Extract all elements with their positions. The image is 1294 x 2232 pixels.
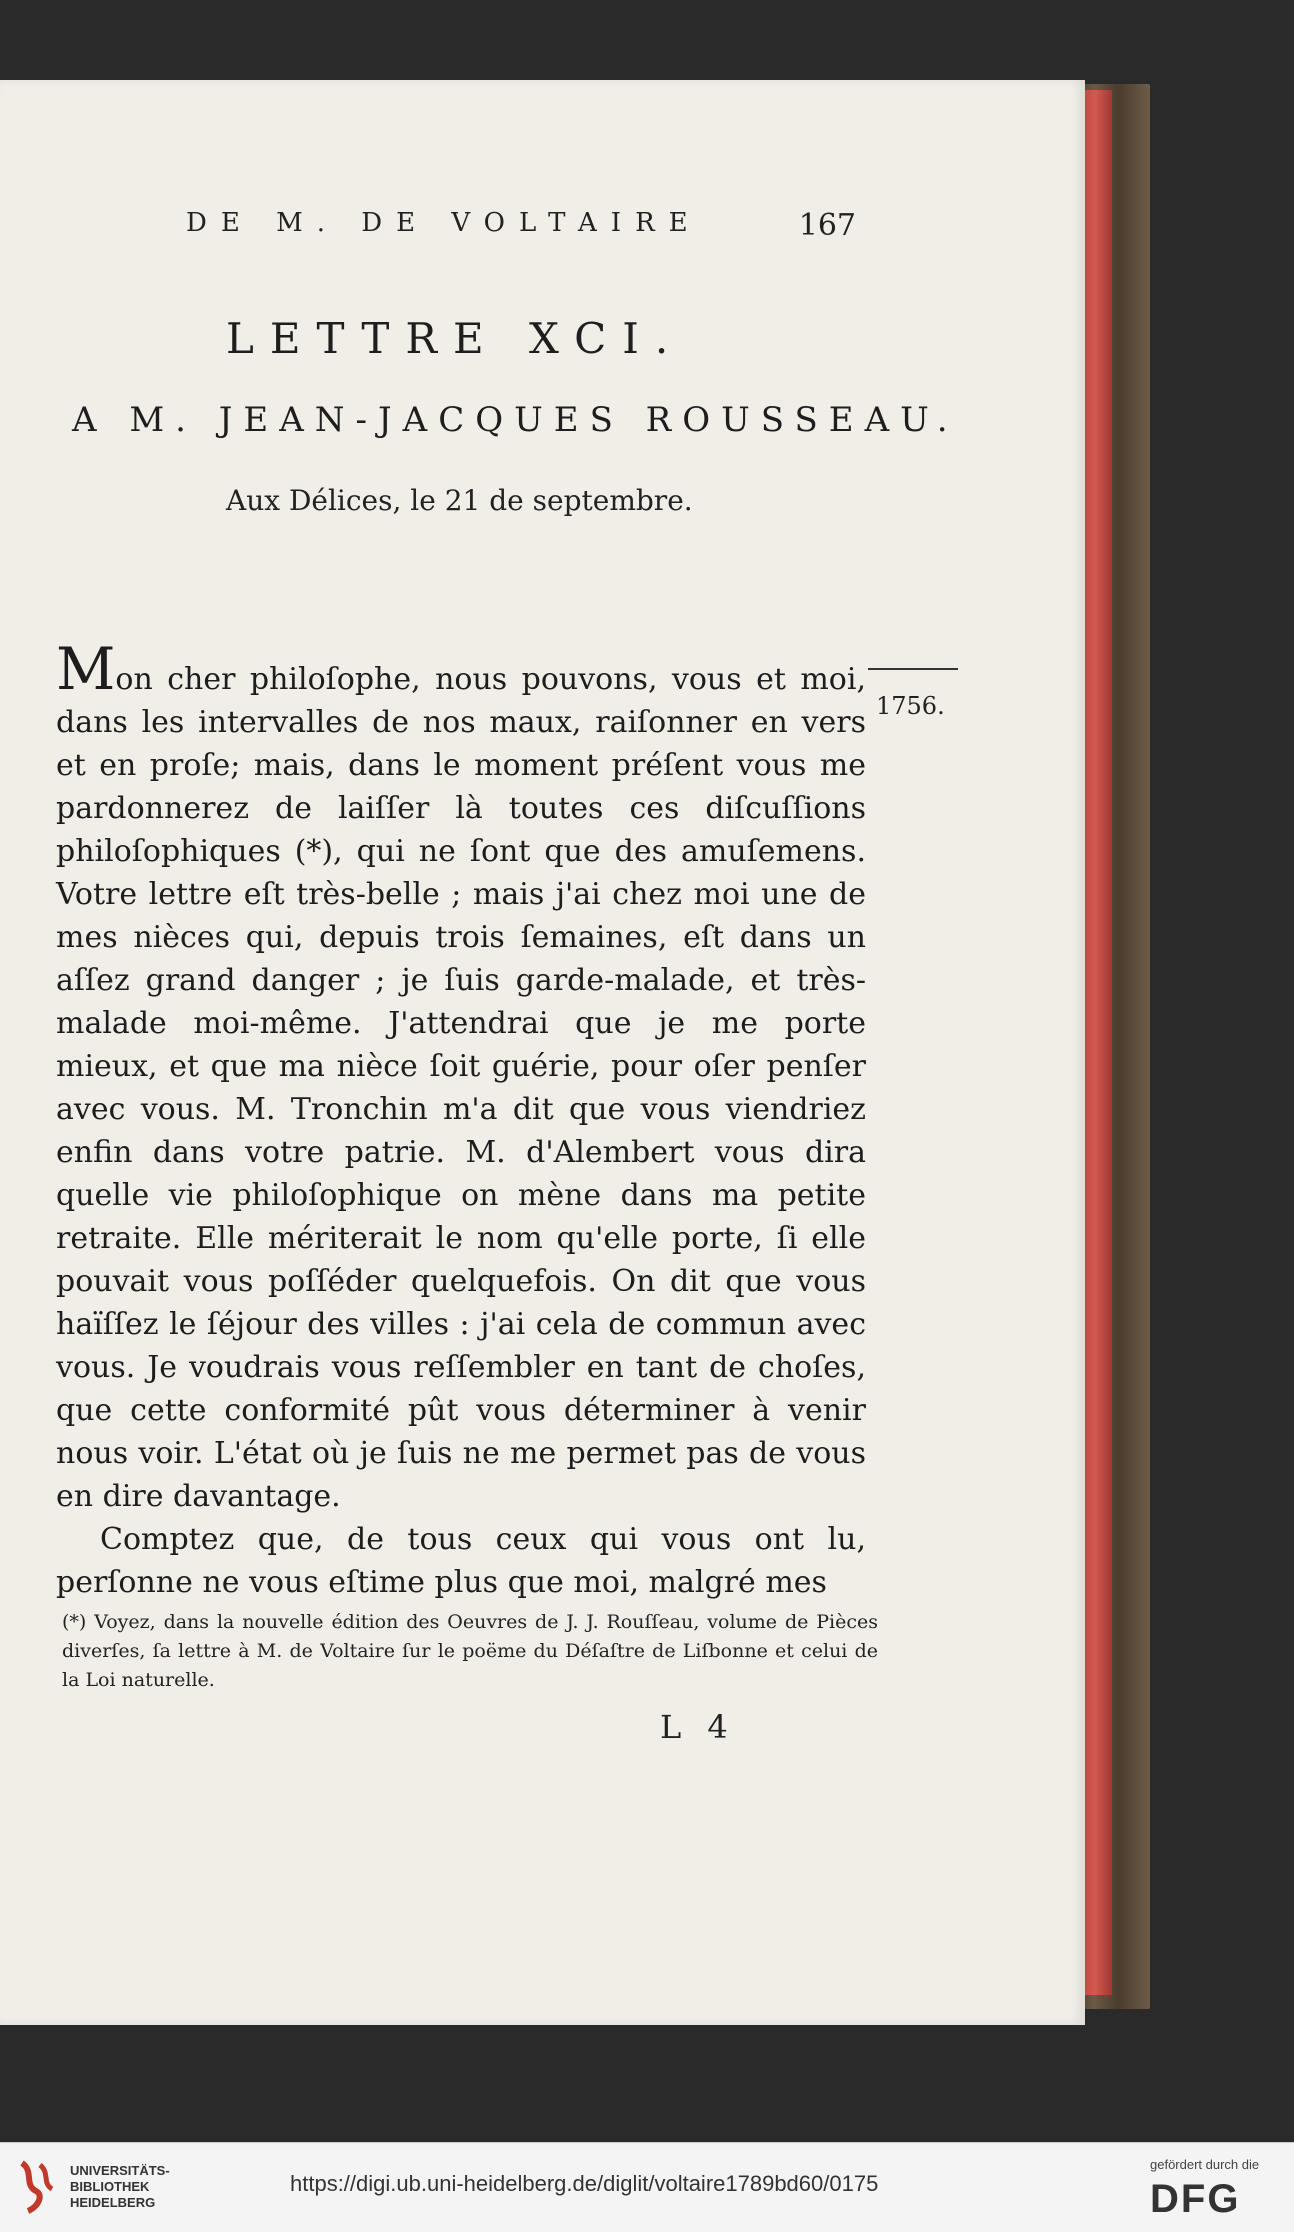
library-name: UNIVERSITÄTS- BIBLIOTHEK HEIDELBERG [70,2163,170,2210]
margin-year: 1756. [876,692,945,720]
letter-dateline: Aux Délices, le 21 de septembre. [226,484,693,517]
library-logo-icon [14,2159,60,2215]
page-url[interactable]: https://digi.ub.uni-heidelberg.de/diglit/voltaire1789bd60/0175 [290,2171,879,2196]
running-head-title: DE M. DE VOLTAIRE [186,208,702,238]
body-paragraph-2: Comptez que, de tous ceux qui vous ont lu, perſonne ne vous eſtime plus que moi, malgré mes [56,1522,866,1600]
letter-addressee: A M. JEAN-JACQUES ROUSSEAU. [72,400,959,440]
dfg-logo: DFG [1150,2177,1241,2221]
letter-title: LETTRE XCI. [226,314,685,363]
funder-label: gefördert durch die [1150,2157,1260,2172]
viewer-footer [0,2142,1294,2232]
signature-mark: L 4 [660,1708,736,1746]
footnote: (*) Voyez, dans la nouvelle édition des Oeuvres de J. J. Rouſſeau, volume de Pièces diverſes, ſa lettre à M. de Voltaire ſur le poëme du Déſaſtre de Liſbonne et celui de la Loi naturelle. [62,1611,878,1691]
running-head [186,208,856,243]
letter-body [56,635,866,1604]
margin-rule [868,668,958,670]
body-paragraph-1: Mon cher philoſophe, nous pouvons, vous et moi, dans les intervalles de nos maux, raiſonner en vers et en proſe; mais, dans le moment préſent vous me pardonnerez de laiſſer là toutes ces diſcuſſions philoſophiques (*), qui ne ſont que des amuſemens. Votre lettre eſt très-belle ; mais j'ai chez moi une de mes nièces qui, depuis trois ſemaines, eſt dans un aſſez grand danger ; je ſuis garde-malade, et très-malade moi-même. J'attendrai que je me porte mieux, et que ma nièce ſoit guérie, pour oſer penſer avec vous. M. Tronchin m'a dit que vous viendriez enfin dans votre patrie. M. d'Alembert vous dira quelle vie philoſophique on mène dans ma petite retraite. Elle mériterait le nom qu'elle porte, ſi elle pouvait vous poſſéder quelquefois. On dit que vous haïſſez le ſéjour des villes : j'ai cela de commun avec vous. Je voudrais vous reſſembler en tant de choſes, que cette conformité pût vous déterminer à venir nous voir. L'état où je ſuis ne me permet pas de vous en dire davantage. [56,635,866,1514]
page-number: 167 [798,208,856,243]
